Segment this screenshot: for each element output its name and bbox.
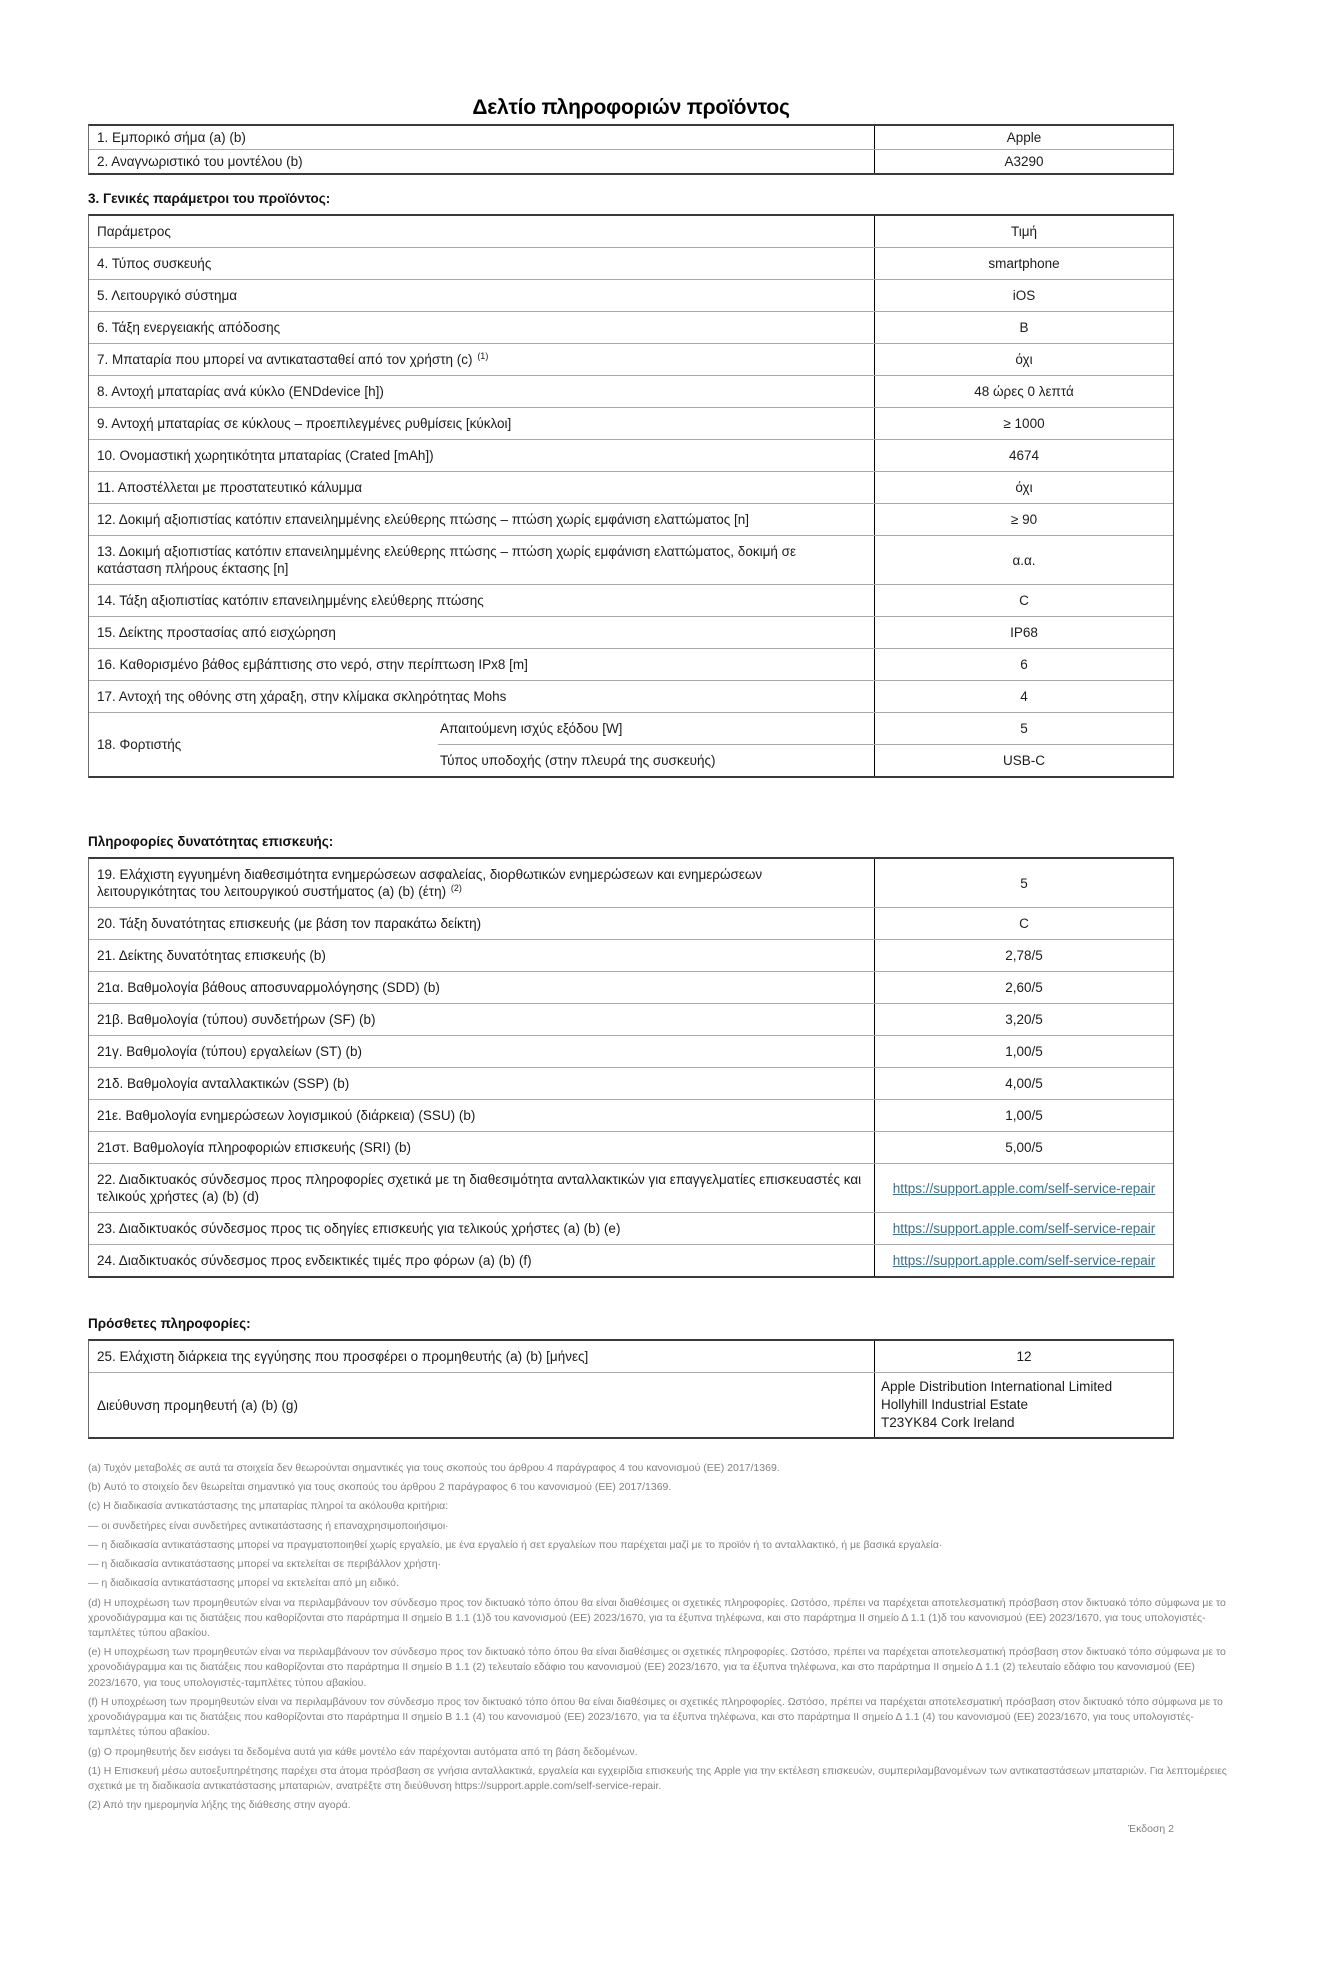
row-label: 18. Φορτιστής [97,737,182,752]
row-label: 2. Αναγνωριστικό του μοντέλου (b) [97,154,303,169]
row-label: Διεύθυνση προμηθευτή (a) (b) (g) [97,1397,298,1413]
row-label: 25. Ελάχιστη διάρκεια της εγγύησης που προσφέρει ο προμηθευτής (a) (b) [μήνες] [97,1349,589,1364]
subrow-value: 5 [874,713,1173,744]
table-row [89,1244,1173,1276]
row-label: 14. Τάξη αξιοπιστίας κατόπιν επανειλημμένης ελεύθερης πτώσης [97,593,484,608]
row-label: 7. Μπαταρία που μπορεί να αντικατασταθεί από τον χρήστη (c) $^{(1)}$ [97,350,489,367]
row-label: 21δ. Βαθμολογία ανταλλακτικών (SSP) (b) [97,1076,350,1091]
table-header-row [89,216,1173,247]
row-label: 4. Τύπος συσκευής [97,256,212,271]
row-value: 4 [874,681,1173,712]
footnote: (a) Τυχόν μεταβολές σε αυτά τα στοιχεία δεν θεωρούνται σημαντικές για τους σκοπούς του άρθρου 4 παράγραφος 4 του κανονισμού (ΕΕ) 2017/1369. [88,1462,780,1474]
row-label: 9. Αντοχή μπαταρίας σε κύκλους – προεπιλεγμένες ρυθμίσεις [κύκλοι] [97,416,512,431]
row-label: 16. Καθορισμένο βάθος εμβάπτισης στο νερό, στην περίπτωση IPx8 [m] [97,657,528,672]
row-label: 10. Ονομαστική χωρητικότητα μπαταρίας (Crated [mAh]) [97,448,434,463]
page-title: Δελτίο πληροφοριών προϊόντος [472,96,790,119]
row-label: 6. Τάξη ενεργειακής απόδοσης [97,320,281,335]
row-value: iOS [874,280,1173,311]
row-label: 20. Τάξη δυνατότητας επισκευής (με βάση τον παρακάτω δείκτη) [97,916,482,931]
row-value: ≥ 1000 [874,408,1173,439]
footnote: (d) Η υποχρέωση των προμηθευτών είναι να περιλαμβάνουν τον σύνδεσμο προς τον δικτυακό τόπο όπου θα είναι διαθέσιμες οι σχετικές πληροφορίες. Ωστόσο, πρέπει να παρέχεται αποτελεσματική πρόσβαση στον δικτυακό τόπο σύμφωνα με το χρονοδιάγραμμα και τις διατάξεις που καθορίζονται στο παράρτημα II σημείο B 1.1 (1)δ του κανονισμού (ΕΕ) 2023/1670, για τα έξυπνα τηλέφωνα, και στο παράρτημα II σημείο Δ 1.1 (1)δ του κανονισμού (ΕΕ) 2023/1670, για τους υπολογιστές-ταμπλέτες τύπου αβακίου. [88,1596,1226,1639]
footnote: (f) Η υποχρέωση των προμηθευτών είναι να περιλαμβάνουν τον σύνδεσμο προς τον δικτυακό τόπο όπου θα είναι διαθέσιμες οι σχετικές πληροφορίες. Ωστόσο, πρέπει να παρέχεται αποτελεσματική πρόσβαση στον δικτυακό τόπο σύμφωνα με το χρονοδιάγραμμα και τις διατάξεις που καθορίζονται στο παράρτημα II σημείο B 1.1 (4) του κανονισμού (ΕΕ) 2023/1670, για τα έξυπνα τηλέφωνα, και στο παράρτημα II σημείο Δ 1.1 (4) του κανονισμού (ΕΕ) 2023/1670, για τους υπολογιστές-ταμπλέτες τύπου αβακίου. [88,1695,1223,1739]
supplier-address-line: Apple Distribution International Limited [881,1379,1113,1394]
table-row [89,971,1173,1003]
table-row [89,1067,1173,1099]
table-row [89,247,1173,279]
section-heading-repairability: Πληροφορίες δυνατότητας επισκευής: [88,834,334,849]
row-value: 4,00/5 [874,1068,1173,1099]
footnote: — οι συνδετήρες είναι συνδετήρες αντικατάστασης ή επαναχρησιμοποιήσιμοι· [88,1519,449,1532]
section-heading-general: 3. Γενικές παράμετροι του προϊόντος: [88,191,331,206]
row-label: 8. Αντοχή μπαταρίας ανά κύκλο (ENDdevice [h]) [97,384,384,399]
footnote: (g) Ο προμηθευτής δεν εισάγει τα δεδομένα αυτά για κάθε μοντέλο εάν παρέχονται αυτόματα από τη βάση δεδομένων. [88,1745,638,1758]
row-value: ≥ 90 [874,504,1173,535]
self-service-repair-link[interactable]: https://support.apple.com/self-service-repair [892,1180,1156,1196]
supplier-address-row [89,1372,1173,1437]
supplier-address-line: Hollyhill Industrial Estate [881,1397,1029,1412]
row-value: 3,20/5 [874,1004,1173,1035]
repairability-table [88,857,1174,1278]
row-label: 21α. Βαθμολογία βάθους αποσυναρμολόγησης (SDD) (b) [97,980,440,995]
row-value: 6 [874,649,1173,680]
footnote: — η διαδικασία αντικατάστασης μπορεί να πραγματοποιηθεί χωρίς εργαλείο, με ένα εργαλείο ή σετ εργαλείων που παρέχεται μαζί με το προϊόν ή το ανταλλακτικό, ή με βασικά εργαλεία· [88,1538,943,1551]
footnote: (1) Η Επισκευή μέσω αυτοεξυπηρέτησης παρέχει στα άτομα πρόσβαση σε γνήσια ανταλλακτικά, εργαλεία και εγχειρίδια επισκευής της Apple για την εκτέλεση επισκευών, συμπεριλαμβανομένων των αντικαταστάσεων μπαταριών. Για λεπτομέρειες σχετικά με τη διαδικασία αντικατάστασης μπαταριών, ανατρέξτε στη διεύθυνση https://support.apple.com/self-service-repair. [88,1764,1227,1792]
table-row [89,648,1173,680]
footnote: — η διαδικασία αντικατάστασης μπορεί να εκτελείται σε περιβάλλον χρήστη· [88,1558,442,1571]
table-row [89,126,1173,149]
row-label: 12. Δοκιμή αξιοπιστίας κατόπιν επανειλημμένης ελεύθερης πτώσης – πτώση χωρίς εμφάνιση ελαττώματος [n] [97,512,750,527]
row-label: 15. Δείκτης προστασίας από εισχώρηση [97,625,336,640]
row-value: 2,78/5 [874,940,1173,971]
table-row [89,279,1173,311]
table-row [89,471,1173,503]
table-row [89,1003,1173,1035]
table-row [89,503,1173,535]
row-value: 1,00/5 [874,1036,1173,1067]
table-row [89,1341,1173,1372]
table-row [89,907,1173,939]
row-label: 21ε. Βαθμολογία ενημερώσεων λογισμικού (διάρκεια) (SSU) (b) [97,1108,476,1123]
table-row [89,535,1173,584]
footnote-ref: (1) [477,350,489,361]
row-label: 24. Διαδικτυακός σύνδεσμος προς ενδεικτικές τιμές προ φόρων (a) (b) (f) [97,1253,532,1268]
table-row [89,407,1173,439]
row-label: 21. Δείκτης δυνατότητας επισκευής (b) [97,948,326,963]
section-heading-additional: Πρόσθετες πληροφορίες: [88,1316,251,1331]
row-value [874,1245,1173,1276]
column-header-value: Τιμή [874,216,1173,247]
row-value: 12 [874,1341,1173,1372]
identification-table [88,124,1174,175]
row-label: 23. Διαδικτυακός σύνδεσμος προς τις οδηγίες επισκευής για τελικούς χρήστες (a) (b) (e) [97,1221,621,1236]
table-row [89,1131,1173,1163]
column-header-parameter: Παράμετρος [97,224,171,239]
row-label: 19. Ελάχιστη εγγυημένη διαθεσιμότητα ενημερώσεων ασφαλείας, διορθωτικών ενημερώσεων και ενημερώσεων λειτουργικότητας του λειτουργικού συστήματος (a) (b) (έτη) $^{(2)}$ [97,867,763,899]
version-label: Έκδοση 2 [1127,1823,1174,1836]
table-row [89,1163,1173,1212]
row-label: 22. Διαδικτυακός σύνδεσμος προς πληροφορίες σχετικά με τη διαθεσιμότητα ανταλλακτικών για επαγγελματίες επισκευαστές και τελικούς χρήστες (a) (b) (d) [97,1172,862,1204]
product-information-sheet [0,96,1328,1976]
row-label: 5. Λειτουργικό σύστημα [97,288,238,303]
subrow-value: USB-C [874,745,1173,776]
table-row [89,343,1173,375]
row-value: C [874,908,1173,939]
supplier-address [874,1373,1173,1437]
table-row [89,859,1173,907]
row-label: 1. Εμπορικό σήμα (a) (b) [97,130,246,145]
subrow-label: Τύπος υποδοχής (στην πλευρά της συσκευής) [440,753,716,768]
row-value: A3290 [874,150,1173,173]
self-service-repair-link[interactable]: https://support.apple.com/self-service-repair [892,1253,1156,1268]
supplier-address-line: T23YK84 Cork Ireland [881,1415,1015,1430]
table-row [89,584,1173,616]
row-value: 4674 [874,440,1173,471]
table-row [89,616,1173,648]
charger-subrow [438,713,1173,744]
row-label: 17. Αντοχή της οθόνης στη χάραξη, στην κλίμακα σκληρότητας Mohs [97,689,507,704]
row-value: 5 [874,859,1173,907]
table-row [89,149,1173,173]
footnote: (2) Από την ημερομηνία λήξης της διάθεσης στην αγορά. [88,1799,351,1812]
row-value: Apple [874,126,1173,149]
row-value: 1,00/5 [874,1100,1173,1131]
row-label: 21γ. Βαθμολογία (τύπου) εργαλείων (ST) (b) [97,1044,362,1059]
footnote: (e) Η υποχρέωση των προμηθευτών είναι να περιλαμβάνουν τον σύνδεσμο προς τον δικτυακό τόπο όπου θα είναι διαθέσιμες οι σχετικές πληροφορίες. Ωστόσο, πρέπει να παρέχεται αποτελεσματική πρόσβαση στον δικτυακό τόπο σύμφωνα με το χρονοδιάγραμμα και τις διατάξεις που καθορίζονται στο παράρτημα II σημείο B 1.1 (2) τελευταίο εδάφιο του κανονισμού (ΕΕ) 2023/1670, για τα έξυπνα τηλέφωνα, και στο παράρτημα II σημείο Δ 1.1 (2) τελευταίο εδάφιο του κανονισμού (ΕΕ) 2023/1670, για τους υπολογιστές-ταμπλέτες τύπου αβακίου. [88,1646,1226,1689]
row-value: α.α. [874,536,1173,584]
row-value: B [874,312,1173,343]
self-service-repair-link[interactable]: https://support.apple.com/self-service-repair [892,1221,1156,1236]
row-value: 5,00/5 [874,1132,1173,1163]
row-value: C [874,585,1173,616]
footnote: (c) Η διαδικασία αντικατάστασης της μπαταρίας πληροί τα ακόλουθα κριτήρια: [88,1500,449,1513]
table-row [89,1035,1173,1067]
additional-information-table [88,1339,1174,1439]
subrow-label: Απαιτούμενη ισχύς εξόδου [W] [440,721,623,736]
table-row [89,439,1173,471]
table-row [89,1212,1173,1244]
table-row [89,939,1173,971]
table-row [89,375,1173,407]
row-label: 13. Δοκιμή αξιοπιστίας κατόπιν επανειλημμένης ελεύθερης πτώσης – πτώση χωρίς εμφάνιση ελαττώματος, δοκιμή σε κατάσταση πλήρους έκτασης [n] [97,544,796,576]
row-value: όχι [874,344,1173,375]
footnotes-block [88,1461,1240,1813]
row-label: 11. Αποστέλλεται με προστατευτικό κάλυμμα [97,480,363,495]
row-label: 21στ. Βαθμολογία πληροφοριών επισκευής (SRI) (b) [97,1140,411,1155]
row-label: 21β. Βαθμολογία (τύπου) συνδετήρων (SF) (b) [97,1012,376,1027]
charger-row [89,712,1173,776]
row-value [874,1164,1173,1212]
table-row [89,680,1173,712]
footnote: (b) Αυτό το στοιχείο δεν θεωρείται σημαντικό για τους σκοπούς του άρθρου 2 παράγραφος 6 του κανονισμού (ΕΕ) 2017/1369. [88,1481,672,1494]
footnote: — η διαδικασία αντικατάστασης μπορεί να εκτελείται από μη ειδικό. [88,1577,399,1590]
charger-subtable [438,713,1173,776]
charger-subrow [438,744,1173,776]
footnote-ref: (2) [450,882,462,893]
row-value: 2,60/5 [874,972,1173,1003]
row-value [874,1213,1173,1244]
row-value: 48 ώρες 0 λεπτά [874,376,1173,407]
general-parameters-table [88,214,1174,778]
row-value: όχι [874,472,1173,503]
row-value: IP68 [874,617,1173,648]
table-row [89,1099,1173,1131]
table-row [89,311,1173,343]
row-value: smartphone [874,248,1173,279]
